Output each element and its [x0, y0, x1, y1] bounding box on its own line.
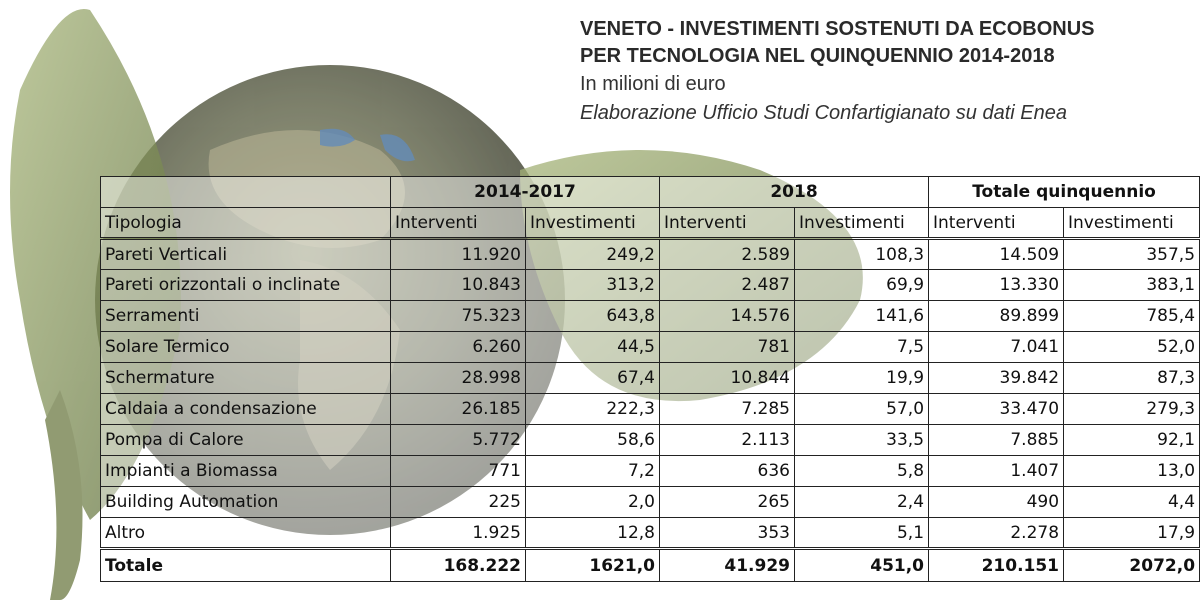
table-cell: 69,9 — [795, 270, 929, 301]
column-header: Interventi — [660, 208, 795, 239]
table-cell: 383,1 — [1064, 270, 1200, 301]
table-cell: 490 — [929, 487, 1064, 518]
table-cell: 2,4 — [795, 487, 929, 518]
table-cell: 10.843 — [391, 270, 526, 301]
table-cell: 225 — [391, 487, 526, 518]
table-cell: 141,6 — [795, 301, 929, 332]
row-label: Solare Termico — [101, 332, 391, 363]
source-note: Elaborazione Ufficio Studi Confartigianato su dati Enea — [580, 102, 1067, 124]
table-cell: 13,0 — [1064, 456, 1200, 487]
table-cell: 7,5 — [795, 332, 929, 363]
table-cell: 222,3 — [526, 394, 660, 425]
table-cell: 10.844 — [660, 363, 795, 394]
group-header-empty — [101, 177, 391, 208]
total-cell: 451,0 — [795, 549, 929, 582]
row-label: Caldaia a condensazione — [101, 394, 391, 425]
total-cell: 1621,0 — [526, 549, 660, 582]
header — [580, 16, 1195, 127]
table-cell: 33.470 — [929, 394, 1064, 425]
row-label: Impianti a Biomassa — [101, 456, 391, 487]
table-cell: 57,0 — [795, 394, 929, 425]
column-header: Tipologia — [101, 208, 391, 239]
row-label: Pareti Verticali — [101, 239, 391, 270]
table-cell: 2,0 — [526, 487, 660, 518]
table-row — [101, 270, 1200, 301]
table-cell: 781 — [660, 332, 795, 363]
table-cell: 14.509 — [929, 239, 1064, 270]
table-cell: 5,8 — [795, 456, 929, 487]
table-cell: 265 — [660, 487, 795, 518]
row-label: Altro — [101, 518, 391, 549]
column-header: Investimenti — [1064, 208, 1200, 239]
group-header-2014-2017: 2014-2017 — [391, 177, 660, 208]
total-cell: 168.222 — [391, 549, 526, 582]
table-cell: 643,8 — [526, 301, 660, 332]
table-row — [101, 301, 1200, 332]
row-label: Building Automation — [101, 487, 391, 518]
table-cell: 6.260 — [391, 332, 526, 363]
table-cell: 5.772 — [391, 425, 526, 456]
table-cell: 14.576 — [660, 301, 795, 332]
table-cell: 67,4 — [526, 363, 660, 394]
total-label: Totale — [101, 549, 391, 582]
row-label: Pompa di Calore — [101, 425, 391, 456]
row-label: Pareti orizzontali o inclinate — [101, 270, 391, 301]
table-row — [101, 425, 1200, 456]
table-cell: 785,4 — [1064, 301, 1200, 332]
table-row — [101, 487, 1200, 518]
table-body — [101, 239, 1200, 549]
table-cell: 5,1 — [795, 518, 929, 549]
table-cell: 44,5 — [526, 332, 660, 363]
row-label: Serramenti — [101, 301, 391, 332]
table-cell: 636 — [660, 456, 795, 487]
group-header-2018: 2018 — [660, 177, 929, 208]
table-row — [101, 332, 1200, 363]
title-line-1: VENETO - INVESTIMENTI SOSTENUTI DA ECOBONUS — [580, 18, 1095, 40]
table-cell: 12,8 — [526, 518, 660, 549]
table-cell: 108,3 — [795, 239, 929, 270]
table-cell: 2.278 — [929, 518, 1064, 549]
investment-table — [100, 176, 1200, 582]
title-line-2: PER TECNOLOGIA NEL QUINQUENNIO 2014-2018 — [580, 45, 1055, 67]
subtitle: In milioni di euro — [580, 73, 726, 95]
table-row — [101, 456, 1200, 487]
table-cell: 279,3 — [1064, 394, 1200, 425]
table-cell: 313,2 — [526, 270, 660, 301]
column-header: Interventi — [929, 208, 1064, 239]
row-label: Schermature — [101, 363, 391, 394]
column-header: Investimenti — [526, 208, 660, 239]
table-cell: 58,6 — [526, 425, 660, 456]
column-header-row — [101, 208, 1200, 239]
column-header: Investimenti — [795, 208, 929, 239]
table-cell: 357,5 — [1064, 239, 1200, 270]
table-cell: 75.323 — [391, 301, 526, 332]
table-row — [101, 363, 1200, 394]
total-cell: 210.151 — [929, 549, 1064, 582]
table-row — [101, 394, 1200, 425]
table-cell: 1.407 — [929, 456, 1064, 487]
table-row — [101, 518, 1200, 549]
table-cell: 2.113 — [660, 425, 795, 456]
total-cell: 2072,0 — [1064, 549, 1200, 582]
column-header: Interventi — [391, 208, 526, 239]
group-header-totale: Totale quinquennio — [929, 177, 1200, 208]
table-cell: 7.885 — [929, 425, 1064, 456]
table-cell: 7,2 — [526, 456, 660, 487]
table-cell: 1.925 — [391, 518, 526, 549]
table-cell: 249,2 — [526, 239, 660, 270]
table-cell: 52,0 — [1064, 332, 1200, 363]
table-cell: 26.185 — [391, 394, 526, 425]
table-cell: 2.589 — [660, 239, 795, 270]
table-cell: 2.487 — [660, 270, 795, 301]
table-row — [101, 239, 1200, 270]
table-cell: 4,4 — [1064, 487, 1200, 518]
table-cell: 28.998 — [391, 363, 526, 394]
table-cell: 353 — [660, 518, 795, 549]
table-cell: 17,9 — [1064, 518, 1200, 549]
table-cell: 7.285 — [660, 394, 795, 425]
table-cell: 89.899 — [929, 301, 1064, 332]
table-cell: 87,3 — [1064, 363, 1200, 394]
total-cell: 41.929 — [660, 549, 795, 582]
total-row — [101, 549, 1200, 582]
table-cell: 33,5 — [795, 425, 929, 456]
table-cell: 19,9 — [795, 363, 929, 394]
table-cell: 7.041 — [929, 332, 1064, 363]
table-cell: 92,1 — [1064, 425, 1200, 456]
table-cell: 39.842 — [929, 363, 1064, 394]
table-cell: 11.920 — [391, 239, 526, 270]
table-cell: 771 — [391, 456, 526, 487]
table-cell: 13.330 — [929, 270, 1064, 301]
group-header-row — [101, 177, 1200, 208]
